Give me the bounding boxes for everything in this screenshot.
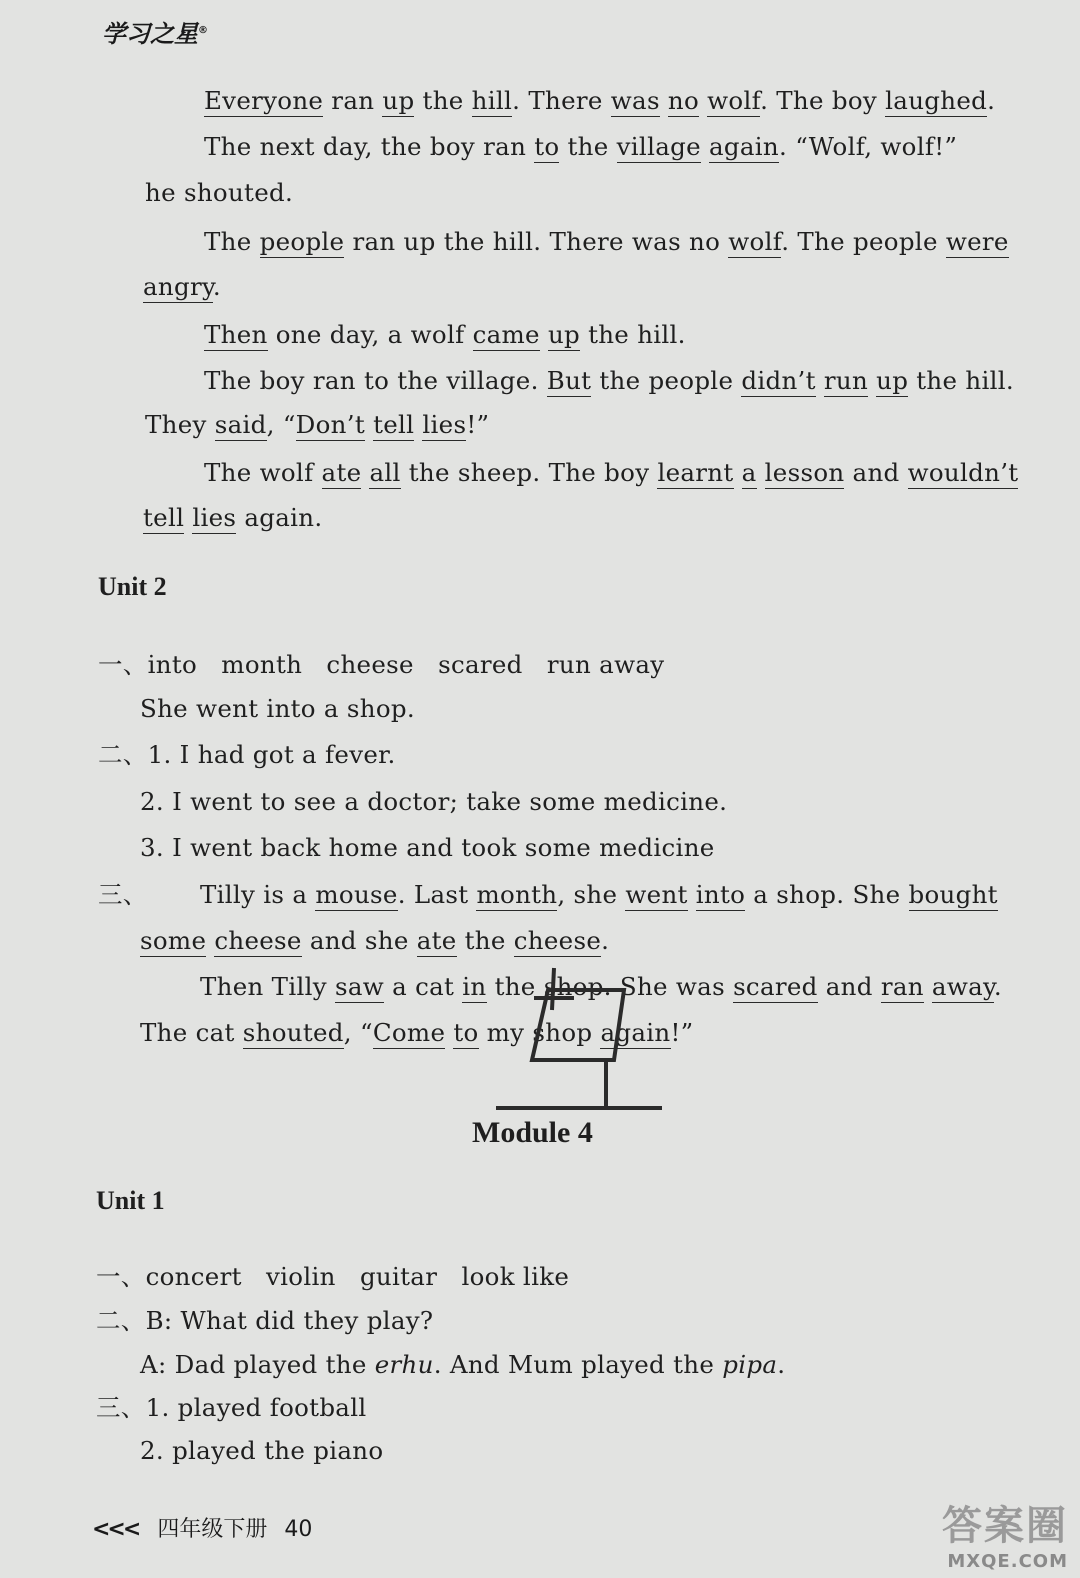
watermark — [942, 1494, 1068, 1572]
footer-arrows-icon: <<< — [92, 1517, 139, 1542]
m4-q3-item-2: 2. played the piano — [140, 1436, 384, 1465]
watermark-url: MXQE.COM — [947, 1551, 1068, 1572]
story-line-4: The people ran up the hill. There was no wolf. The people were — [204, 227, 1009, 256]
watermark-text: 答案圈 — [942, 1503, 1068, 1549]
page-footer — [92, 1512, 312, 1543]
story-line-6: Then one day, a wolf came up the hill. — [204, 320, 686, 349]
unit2-q1-sentence: She went into a shop. — [140, 694, 415, 723]
story-line-9: The wolf ate all the sheep. The boy learnt a lesson and wouldn’t — [204, 458, 1019, 487]
module4-unit1-heading: Unit 1 — [96, 1186, 165, 1215]
unit2-q3-line-3: Then Tilly saw a cat in the shop. She was scared and ran away. — [200, 972, 1002, 1001]
unit2-q1: 一、into month cheese scared run away — [98, 650, 665, 679]
unit2-q3-line-1: Tilly is a mouse. Last month, she went into a shop. She bought — [200, 880, 998, 909]
m4-q2-a: A: Dad played the erhu. And Mum played the pipa. — [140, 1350, 786, 1379]
module4-title: Module 4 — [472, 1116, 593, 1149]
unit2-q2-item-2: 2. I went to see a doctor; take some medicine. — [140, 787, 728, 816]
m4-q2-b: 二、B: What did they play? — [96, 1306, 434, 1335]
header-brand — [102, 14, 208, 49]
unit2-q2-item-3: 3. I went back home and took some medicine — [140, 833, 715, 862]
unit2-q3-line-4: The cat shouted, “Come to my shop again!” — [140, 1018, 694, 1047]
unit2-q3-line-2: some cheese and she ate the cheese. — [140, 926, 610, 955]
unit2-q2-item-1: 二、1. I had got a fever. — [98, 740, 396, 769]
story-line-1: Everyone ran up the hill. There was no wolf. The boy laughed. — [204, 86, 996, 115]
story-line-8: They said, “Don’t tell lies!” — [145, 410, 490, 439]
m4-q3-item-1: 三、1. played football — [96, 1393, 367, 1422]
brand-text: 学习之星 — [102, 20, 198, 48]
unit2-heading: Unit 2 — [98, 572, 167, 601]
footer-page-number: 40 — [284, 1517, 313, 1542]
unit2-q3-num: 三、 — [98, 880, 148, 909]
story-line-7: The boy ran to the village. But the people didn’t run up the hill. — [204, 366, 1014, 395]
story-line-10: tell lies again. — [143, 503, 323, 532]
brand-mark: ® — [198, 25, 208, 36]
stamp-mark-icon — [496, 960, 676, 1120]
story-line-5: angry. — [143, 272, 221, 301]
story-line-2: The next day, the boy ran to the village again. “Wolf, wolf!” — [204, 132, 958, 161]
footer-grade: 四年级下册 — [157, 1517, 268, 1542]
story-line-3: he shouted. — [145, 178, 294, 207]
m4-q1: 一、concert violin guitar look like — [96, 1262, 570, 1291]
